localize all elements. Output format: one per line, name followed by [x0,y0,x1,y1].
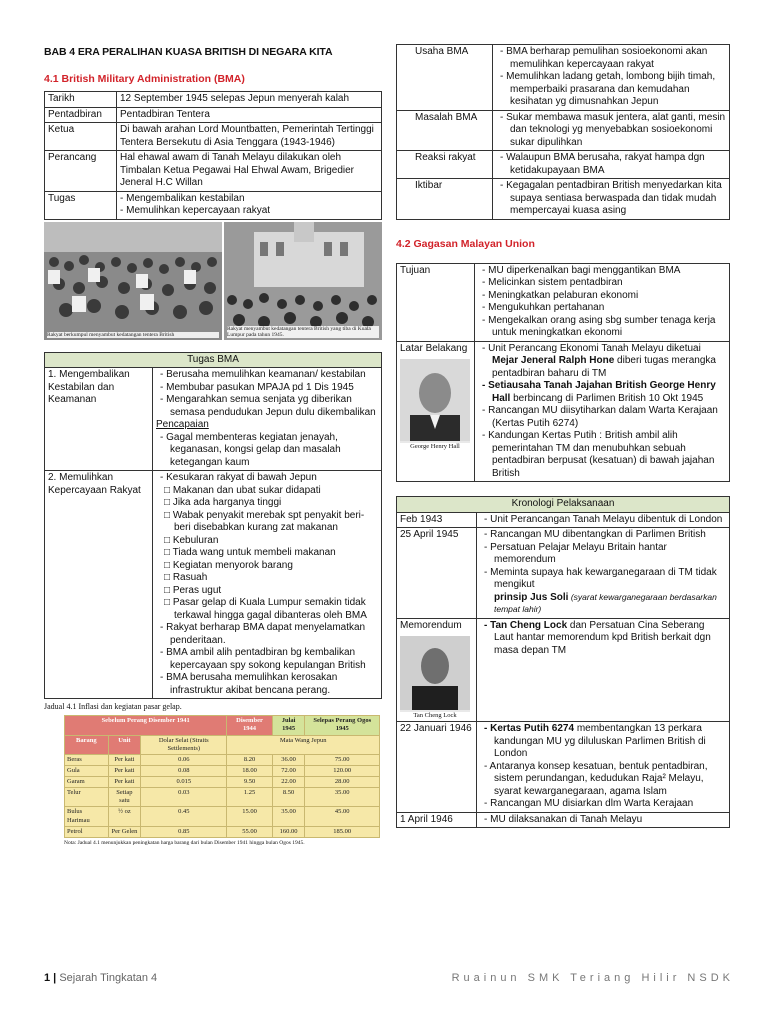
bma-row-label: Perancang [45,151,117,192]
bma-row [45,107,382,123]
inflasi-cell: ½ oz [108,807,141,826]
inflasi-cell: Per kati [108,765,141,776]
inflasi-cell: 28.00 [305,777,380,788]
inflasi-cell: 75.00 [305,754,380,765]
tujuan-item: - MU diperkenalkan bagi menggantikan BMA [482,264,681,276]
bma-right-row [397,151,730,179]
bma-right-value [493,151,730,179]
inflasi-cell: 72.00 [272,765,305,776]
inflasi-cell: 9.50 [227,777,272,788]
tugas-item: - Mengarahkan semua senjata yg diberikan semasa pendudukan Jepun dulu dikembalikan [160,394,376,418]
bma-right-line: - Memulihkan ladang getah, lombong bijih timah, memperbaiki prasarana dan kemudahan kesihatan yg dimusnahkan Jepun [500,71,716,107]
tcl-image [400,636,470,710]
tujuan-item: - Meningkatkan pelaburan ekonomi [482,289,639,301]
kron-feb-label: Feb 1943 [397,512,477,528]
inflasi-cell: Petrol [65,826,109,837]
crowd-photo [44,222,222,340]
jus-soli-line: prinsip Jus Soli (syarat kewarganegaraan berdasarkan tempat lahir) [494,591,717,615]
kronologi-table [396,496,730,828]
bma-row [45,191,382,219]
bma-row-value [117,92,382,108]
inflasi-cell: 45.00 [305,807,380,826]
mu-latar-content [475,341,730,482]
bma-right-row [397,45,730,111]
bma-right-line: - BMA berharap pemulihan sosioekonomi akan memulihkan kepercayaan rakyat [500,46,708,70]
tugas-item: - Membubar pasukan MPAJA pd 1 Dis 1945 [160,381,354,393]
kron-feb-content: - Unit Perancangan Tanah Melayu dibentuk di London [477,512,730,528]
tugas-item: - BMA ambil alih pentadbiran bg kembalikan kepercayaan spy sokong kepulangan British [160,647,366,671]
tugas-row1-content [153,368,382,471]
latar-item-3: - Rancangan MU diisytiharkan dalam Warta Kerajaan (Kertas Putih 6274) [482,405,718,429]
tugas-item: □ Peras ugut [164,584,222,596]
inflasi-cell: 185.00 [305,826,380,837]
inflasi-cell: Bulus Harimau [65,807,109,826]
inflasi-h-dolar: Dolar Selat (Straits Settlements) [141,735,227,754]
tujuan-item: - Mengukuhkan pertahanan [482,302,605,314]
bma-right-line: - Kegagalan pentadbiran British menyedarkan kita supaya sentiasa berwaspada dan tidak mudah mempercayai kuasa asing [500,180,722,216]
jadual-title: Jadual 4.1 Inflasi dan kegiatan pasar gelap. [44,702,182,712]
kron-memo-label: Memorendum Tan Cheng Lock [397,618,477,722]
page-number: 1 [44,972,51,984]
tugas-item: □ Pasar gelap di Kuala Lumpur semakin tidak terkawal hingga gagal dibanteras oleh BMA [164,597,367,621]
bma-right-label: Reaksi rakyat [397,151,493,179]
tugas-item: □ Makanan dan ubat sukar didapati [164,484,321,496]
inflasi-cell: Setiap satu [108,788,141,807]
bma-right-value [493,110,730,151]
inflasi-cell: 0.03 [141,788,227,807]
inflasi-h-barang: Barang [65,735,109,754]
inflasi-cell: 0.45 [141,807,227,826]
bma-right-line: - Sukar membawa masuk jentera, alat ganti, mesin dan teknologi yg menyebabkan sosioekonomi sukar dipulihkan [500,111,726,148]
mu-table [396,263,730,483]
inflasi-cell: 120.00 [305,765,380,776]
bma-right-label: Usaha BMA [397,45,493,111]
chapter-title: BAB 4 ERA PERALIHAN KUASA BRITISH DI NEGARA KITA [44,46,333,58]
inflasi-cell: 35.00 [272,807,305,826]
kron-jan-item: - Rancangan MU disiarkan dlm Warta Kerajaan [484,798,694,810]
inflasi-cell: 160.00 [272,826,305,837]
section-4-1-title: 4.1 British Military Administration (BMA) [44,73,245,86]
tugas-item: □ Tiada wang untuk membeli makanan [164,547,336,559]
bma-row [45,123,382,151]
tugas-item: □ Kegiatan menyorok barang [164,559,293,571]
inflasi-row [65,777,380,788]
inflation-table [64,715,380,838]
inflasi-h-dis: Disember 1944 [227,716,272,735]
kron-apr-item: - Meminta supaya hak kewarganegaraan di TM tidak mengikut [484,566,717,591]
inflasi-cell: 0.06 [141,754,227,765]
inflasi-cell: 0.08 [141,765,227,776]
page-footer [44,972,734,986]
bma-row-value [117,191,382,219]
inflasi-cell: 1.25 [227,788,272,807]
latar-item-2: - Setiausaha Tanah Jajahan British George Henry Hall berbincang di Parlimen British 10 Okt 1945 [482,380,716,404]
latar-item-4: - Kandungan Kertas Putih : British ambil alih pemerintahan TM dan menubuhkan sebuah pentadbiran berpusat (kesatuan) di bawah jajahan British [482,430,715,479]
inflasi-cell: Per Gelen [108,826,141,837]
inflasi-cell: 22.00 [272,777,305,788]
tugas-item: - Berusaha memulihkan keamanan/ kestabilan [160,369,366,381]
inflasi-cell: Per kati [108,777,141,788]
portrait-image [400,359,470,441]
bma-row-label: Ketua [45,123,117,151]
right-column [396,44,730,828]
tan-cheng-lock-portrait [400,636,470,720]
bma-row-label: Tarikh [45,92,117,108]
footer-author: Ruainun SMK Teriang Hilir NSDK [451,972,734,984]
inflasi-h-sebelum: Sebelum Perang Disember 1941 [65,716,227,735]
kron-memo-content: - Tan Cheng Lock dan Persatuan Cina Seberang Laut hantar memorendum kpd British berkait dgn masa depan TM [477,618,730,722]
inflasi-cell: 8.50 [272,788,305,807]
bma-row-line: - Memulihkan kepercayaan rakyat [120,205,271,217]
inflasi-cell: Telur [65,788,109,807]
tugas-row2-content [153,471,382,699]
mu-tujuan-label: Tujuan [397,263,475,341]
latar-item-1: - Unit Perancang Ekonomi Tanah Melayu diketuai Mejar Jeneral Ralph Hone diberi tugas merangka pentadbiran baharu di TM [482,342,716,379]
inflasi-cell: Per kati [108,754,141,765]
footer-subject: Sejarah Tingkatan 4 [59,972,158,984]
pencapaian-label: Pencapaian [156,419,209,431]
tugas-item: □ Jika ada harganya tinggi [164,497,282,509]
tugas-item: - Kesukaran rakyat di bawah Jepun [160,472,317,484]
tugas-item: □ Kebuluran [164,534,219,546]
bma-right-value [493,179,730,220]
tugas-bma-table [44,352,382,700]
bma-row-value [117,123,382,151]
portrait-caption: George Henry Hall [400,443,470,451]
kron-apr-content [477,528,730,619]
inflasi-h-wang: Mata Wang Jepun [227,735,380,754]
crowd-photo-caption: Rakyat berkumpul menyambut kedatangan tentera British [47,332,219,338]
tugas-item: - Rakyat berharap BMA dapat menyelamatkan penderitaan. [160,622,366,646]
bma-row-label: Tugas [45,191,117,219]
bma-right-line: - Walaupun BMA berusaha, rakyat hampa dgn ketidakupayaan BMA [500,152,705,176]
bma-right-table [396,44,730,220]
inflasi-cell: 35.00 [305,788,380,807]
inflasi-cell: 55.00 [227,826,272,837]
bma-right-row [397,179,730,220]
bma-row-label: Pentadbiran [45,107,117,123]
tugas-item: - BMA berusaha memulihkan kerosakan infrastruktur akibat bencana perang. [160,672,338,696]
inflasi-row [65,765,380,776]
bma-row-value [117,107,382,123]
inflasi-h-ogos: Selepas Perang Ogos 1945 [305,716,380,735]
inflasi-cell: Gula [65,765,109,776]
george-henry-hall-portrait [400,359,470,451]
tugas-bma-header: Tugas BMA [45,352,382,368]
tujuan-item: - Melicinkan sistem pentadbiran [482,277,623,289]
inflasi-cell: 0.015 [141,777,227,788]
inflasi-cell: 8.20 [227,754,272,765]
inflasi-row [65,754,380,765]
mu-latar-text: Latar Belakang [400,342,468,354]
tcl-caption: Tan Cheng Lock [400,712,470,720]
crowd-image [44,222,222,340]
inflasi-cell: Beras [65,754,109,765]
bma-row [45,92,382,108]
section-4-2-title: 4.2 Gagasan Malayan Union [396,237,535,250]
kl-photo-caption: Rakyat menyambut kedatangan tentera British yang tiba di Kuala Lumpur pada tahun 1945. [227,326,379,338]
left-column [44,40,382,847]
kron-apr-item: - Rancangan MU dibentangkan di Parlimen British [484,529,706,541]
inflasi-h-unit: Unit [108,735,141,754]
tugas-row1-label: 1. Mengembalikan Kestabilan dan Keamanan [45,368,153,471]
kron-apr-item: - Persatuan Pelajar Melayu Britain hantar memorendum [484,541,667,566]
tugas-item: □ Wabak penyakit merebak spt penyakit beri-beri disebabkan kurang zat makanan [164,509,365,534]
kl-photo [224,222,382,340]
bma-right-value [493,45,730,111]
kron-jan-content: - Kertas Putih 6274 membentangkan 13 perkara kandungan MU yg diluluskan Parlimen British di London - Antaranya konsep kesatuan, bentuk pentadbiran, sistem perundangan, kedudukan Raja² Melayu, syarat kewarganegaraan, agama Islam - Rancangan MU disiarkan dlm Warta Kerajaan [477,722,730,813]
bma-right-label: Masalah BMA [397,110,493,151]
bma-right-row [397,110,730,151]
bma-row-value [117,151,382,192]
tugas-item: □ Rasuah [164,572,208,584]
bma-row-line: Di bawah arahan Lord Mountbatten, Pemerintah Tertinggi Tentera Bersekutu di Asia Tenggara (1943-1946) [120,124,374,148]
inflasi-cell: 18.00 [227,765,272,776]
inflasi-cell: Garam [65,777,109,788]
inflasi-cell: 0.85 [141,826,227,837]
photo-row [44,222,382,340]
kron-apr46-label: 1 April 1946 [397,812,477,828]
kronologi-header: Kronologi Pelaksanaan [397,497,730,513]
kron-jan-item: - Antaranya konsep kesatuan, bentuk pentadbiran, sistem perundangan, kedudukan Raja² Melayu, syarat kewarganegaraan, agama Islam [484,760,708,797]
bma-right-label: Iktibar [397,179,493,220]
tugas-row2-label: 2. Memulihkan Kepercayaan Rakyat [45,471,153,699]
inflasi-row [65,826,380,837]
bma-row-line: Pentadbiran Tentera [120,108,210,120]
inflasi-cell: 15.00 [227,807,272,826]
footer-left: 1 | Sejarah Tingkatan 4 [44,972,158,984]
bma-info-table [44,91,382,220]
tujuan-item: - Mengekalkan orang asing sbg sumber tenaga kerja untuk meningkatkan ekonomi [482,314,716,339]
kron-jan-label: 22 Januari 1946 [397,722,477,813]
tugas-item: - Gagal membenteras kegiatan jenayah, keganasan, kongsi gelap dan masalah ketegangan kaum [160,431,341,468]
bma-row-line: Hal ehawal awam di Tanah Melayu dilakukan oleh Timbalan Ketua Pegawai Hal Ehwal Awam, Brigedier Jeneral H.C Willan [120,152,355,189]
bma-row [45,151,382,192]
inflasi-cell: 36.00 [272,754,305,765]
inflasi-row [65,788,380,807]
mu-latar-label [397,341,475,482]
inflasi-h-julai: Julai 1945 [272,716,305,735]
bma-row-line: 12 September 1945 selepas Jepun menyerah kalah [120,93,350,105]
kron-apr46-content: - MU dilaksanakan di Tanah Melayu [477,812,730,828]
mu-tujuan-content [475,263,730,341]
jadual-note: Nota: Jadual 4.1 menunjukkan peningkatan harga barang dari bulan Disember 1941 hingga bulan Ogos 1945. [64,839,305,846]
kron-apr-label: 25 April 1945 [397,528,477,619]
inflasi-row [65,807,380,826]
bma-row-line: - Mengembalikan kestabilan [120,192,245,204]
kl-image [224,222,382,340]
